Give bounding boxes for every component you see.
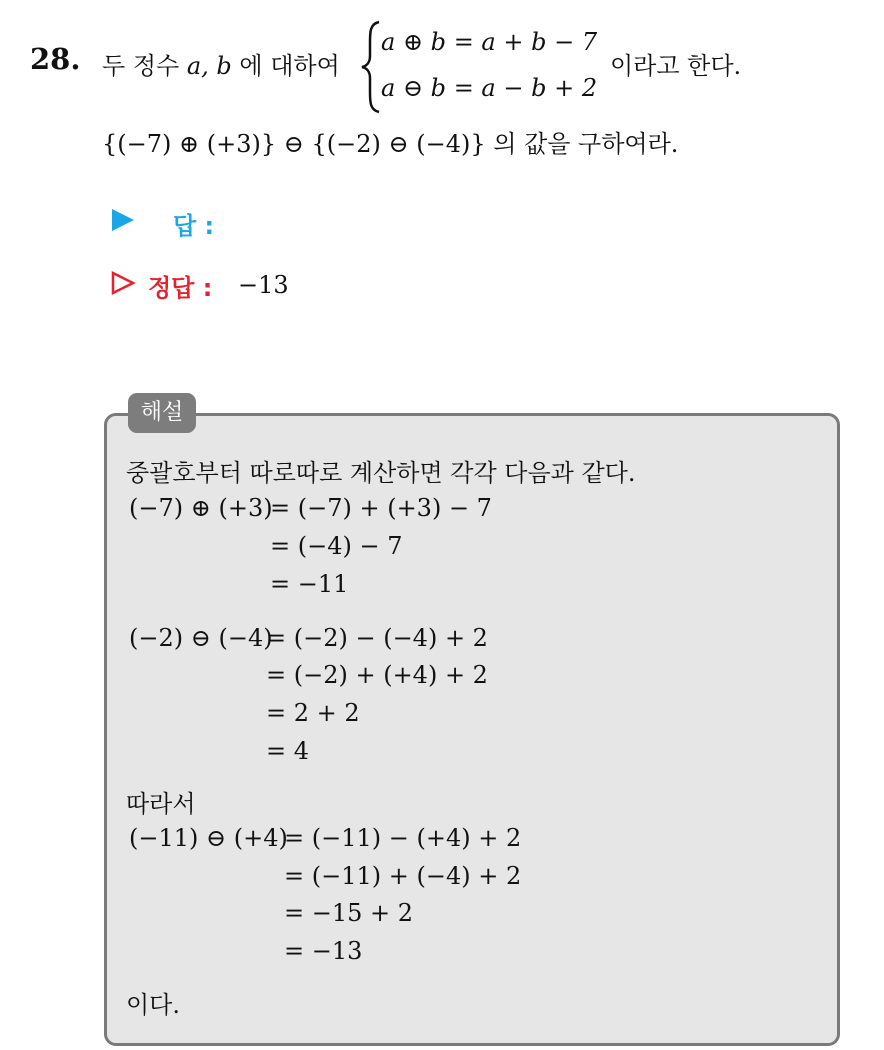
solution-intro: 중괄호부터 따로따로 계산하면 각각 다음과 같다. xyxy=(126,459,636,487)
question-expression-line xyxy=(102,124,678,159)
definition-minus xyxy=(381,74,597,102)
filled-triangle-icon xyxy=(110,207,136,233)
left-brace-icon xyxy=(360,20,382,114)
block3-line: = (−11) − (+4) + 2 xyxy=(284,824,522,852)
question-tail: 이라고 한다. xyxy=(610,52,742,80)
question-number: 28. xyxy=(30,42,81,76)
block1-line: = (−4) − 7 xyxy=(270,532,403,560)
block3-lhs: (−11) ⊖ (+4) xyxy=(129,824,288,852)
block3-line: = −15 + 2 xyxy=(284,899,414,927)
block3-line: = (−11) + (−4) + 2 xyxy=(284,862,522,890)
question-ask: 의 값을 구하여라. xyxy=(493,130,679,158)
answer-correct-value: −13 xyxy=(238,271,289,299)
question-intro-text: 두 정수 xyxy=(102,52,180,80)
block2-line: = (−2) + (+4) + 2 xyxy=(266,661,488,689)
solution-outro: 이다. xyxy=(126,991,180,1019)
answer-blank-label: 답 : xyxy=(173,212,215,240)
definition-plus-rhs: = a + b − 7 xyxy=(453,28,598,56)
question-intro xyxy=(102,46,340,81)
question-expression: {(−7) ⊕ (+3)} ⊖ {(−2) ⊖ (−4)} xyxy=(102,130,486,158)
block1-lhs: (−7) ⊕ (+3) xyxy=(129,494,273,522)
definition-minus-lhs: a ⊖ b xyxy=(381,74,447,102)
block1-line: = −11 xyxy=(270,570,349,598)
variable-a: a, xyxy=(186,52,209,80)
block2-line: = (−2) − (−4) + 2 xyxy=(266,624,488,652)
outline-triangle-icon xyxy=(110,270,136,296)
solution-therefore: 따라서 xyxy=(126,790,196,818)
definition-plus xyxy=(381,28,597,56)
question-about-text: 에 대하여 xyxy=(239,52,340,80)
block2-line: = 4 xyxy=(266,737,310,765)
definition-plus-lhs: a ⊕ b xyxy=(381,28,447,56)
solution-tag: 해설 xyxy=(128,393,196,433)
block1-line: = (−7) + (+3) − 7 xyxy=(270,494,492,522)
block2-line: = 2 + 2 xyxy=(266,699,360,727)
variable-b: b xyxy=(216,52,232,80)
answer-correct-label: 정답 : xyxy=(148,274,213,302)
definition-minus-rhs: = a − b + 2 xyxy=(453,74,598,102)
block2-lhs: (−2) ⊖ (−4) xyxy=(129,624,273,652)
block3-line: = −13 xyxy=(284,937,363,965)
